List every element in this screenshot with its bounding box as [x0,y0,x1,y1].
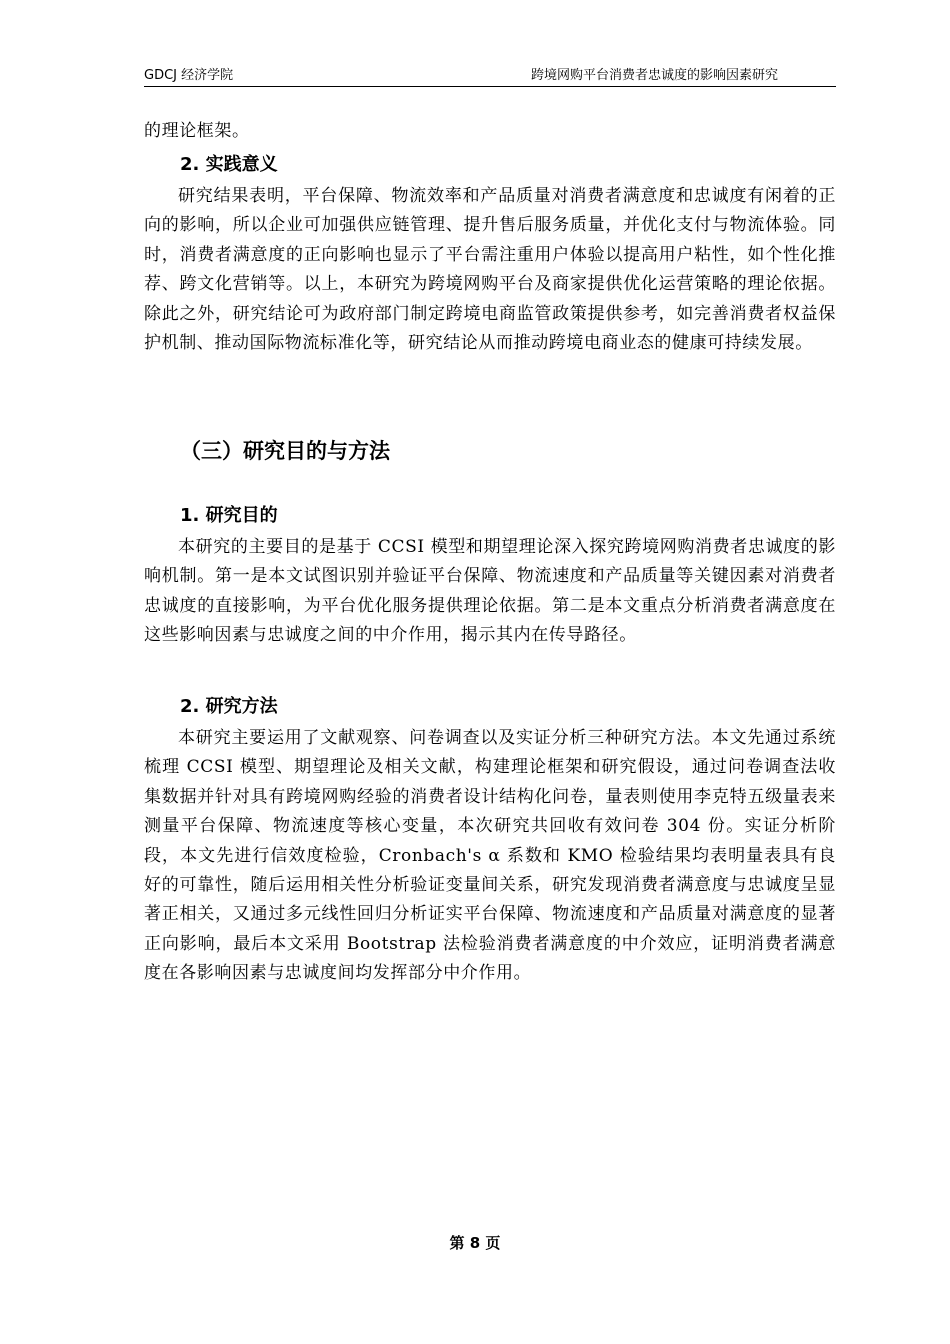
section-heading: （三）研究目的与方法 [180,439,390,463]
header-institution: GDCJ 经济学院 [144,68,234,83]
practical-significance-paragraph: 研究结果表明，平台保障、物流效率和产品质量对消费者满意度和忠诚度有闲着的正向的影响，所以企业可加强供应链管理、提升售后服务质量，并优化支付与物流体验。同时，消费者满意度的正向影响也显示了平台需注重用户体验以提高用户粘性，如个性化推荐、跨文化营销等。以上，本研究为跨境网购平台及商家提供优化运营策略的理论依据。除此之外，研究结论可为政府部门制定跨境电商监管政策提供参考，如完善消费者权益保护机制、推动国际物流标准化等，研究结论从而推动跨境电商业态的健康可持续发展。 [144,186,836,354]
research-purpose-paragraph: 本研究的主要目的是基于 CCSI 模型和期望理论深入探究跨境网购消费者忠诚度的影响机制。第一是本文试图识别并验证平台保障、物流速度和产品质量等关键因素对消费者忠诚度的直接影响，为平台优化服务提供理论依据。第二是本文重点分析消费者满意度在这些影响因素与忠诚度之间的中介作用，揭示其内在传导路径。 [144,537,836,646]
practical-significance-heading: 2. 实践意义 [180,154,278,175]
header-thesis-title: 跨境网购平台消费者忠诚度的影响因素研究 [530,68,778,83]
page-number: 第 8 页 [449,1234,501,1252]
continuation-text: 的理论框架。 [144,121,250,141]
page-header [144,66,836,87]
research-method-paragraph: 本研究主要运用了文献观察、问卷调查以及实证分析三种研究方法。本文先通过系统梳理 CCSI 模型、期望理论及相关文献，构建理论框架和研究假设，通过问卷调查法收集数据并针对具有跨境网购经验的消费者设计结构化问卷，量表则使用李克特五级量表来测量平台保障、物流速度等核心变量，本次研究共回收有效问卷 304 份。实证分析阶段，本文先进行信效度检验，Cronbach's α 系数和 KMO 检验结果均表明量表具有良好的可靠性，随后运用相关性分析验证变量间关系，研究发现消费者满意度与忠诚度呈显著正相关，又通过多元线性回归分析证实平台保障、物流速度和产品质量对满意度的显著正向影响，最后本文采用 Bootstrap 法检验消费者满意度的中介效应，证明消费者满意度在各影响因素与忠诚度间均发挥部分中介作用。 [144,728,836,984]
research-purpose-heading: 1. 研究目的 [180,505,278,526]
research-method-heading: 2. 研究方法 [180,696,278,717]
